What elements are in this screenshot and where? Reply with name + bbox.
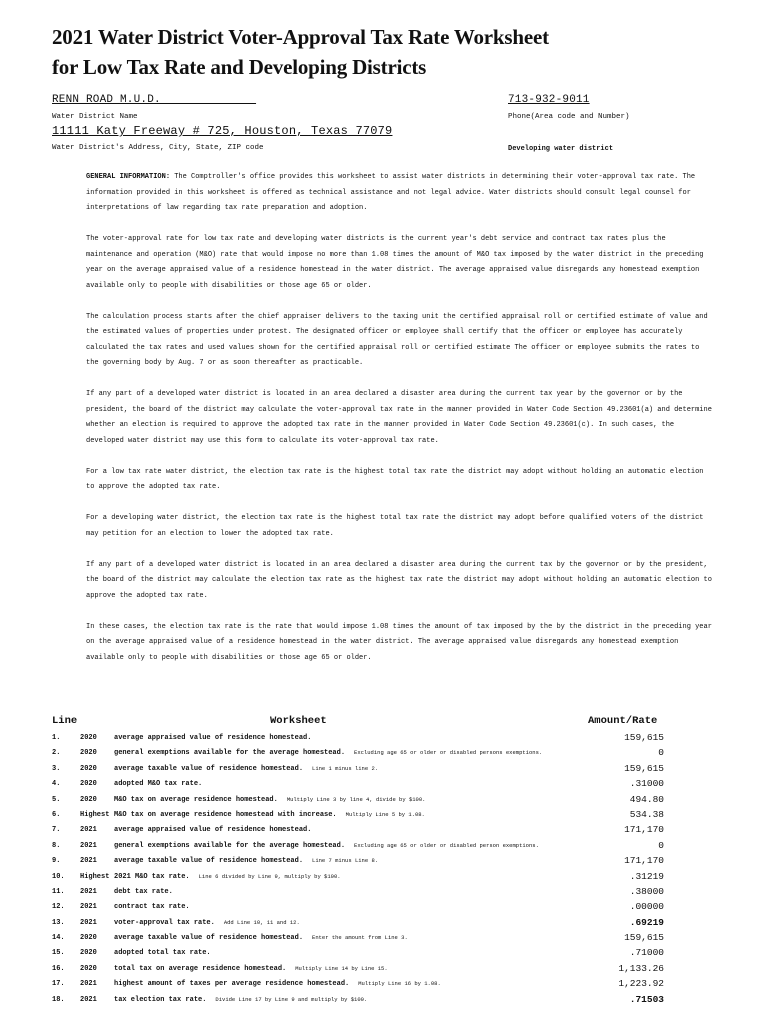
row-line-number: 3. xyxy=(52,764,61,773)
row-year: 2021 xyxy=(80,903,97,912)
info-paragraph-4: If any part of a developed water district is located in an area declared a disaster area during the current tax year by the governor or by the president, the board of the district may calculate the voter-approval tax rate in the manner provided in Water Code Section 49.23601(a) and determine whether an election is required to approve the adopted tax rate in the manner provided in Water Code Section 49.23601(c). In such cases, the developed water district may use this form to calculate its voter-approval tax rate. xyxy=(86,390,712,445)
worksheet-row xyxy=(0,931,770,946)
row-year: 2021 xyxy=(80,857,97,866)
row-year: 2021 xyxy=(80,995,97,1004)
row-description xyxy=(114,796,425,804)
row-line-number: 12. xyxy=(52,903,65,912)
row-description-text: average appraised value of residence homestead. xyxy=(114,734,312,742)
row-description-text: M&O tax on average residence homestead with increase. xyxy=(114,810,337,819)
worksheet-row xyxy=(0,777,770,792)
row-instruction-note: Line 7 minus Line 8. xyxy=(312,857,379,865)
row-amount: 159,615 xyxy=(624,732,664,743)
row-instruction-note: Line 1 minus line 2. xyxy=(312,764,379,772)
worksheet-row xyxy=(0,916,770,931)
row-line-number: 2. xyxy=(52,749,61,758)
row-amount: 1,223.92 xyxy=(618,978,664,990)
row-description xyxy=(114,873,341,881)
row-year: 2020 xyxy=(80,734,97,742)
worksheet-row xyxy=(0,993,770,1008)
row-instruction-note: Divide Line 17 by Line 9 and multiply by $100. xyxy=(215,995,368,1003)
row-description-text: M&O tax on average residence homestead. xyxy=(114,795,278,804)
row-description-text: adopted M&O tax rate. xyxy=(114,780,203,789)
worksheet-row xyxy=(0,900,770,915)
row-description xyxy=(114,980,441,988)
worksheet-row xyxy=(0,762,770,777)
row-description-text: debt tax rate. xyxy=(114,887,173,896)
row-line-number: 13. xyxy=(52,918,65,927)
row-year: Highest xyxy=(80,810,110,819)
row-description-text: voter-approval tax rate. xyxy=(114,918,215,927)
row-amount: .31219 xyxy=(629,870,664,882)
row-instruction-note: Add Line 10, 11 and 12. xyxy=(223,918,300,926)
row-description xyxy=(114,949,211,957)
row-description xyxy=(114,765,378,773)
row-line-number: 15. xyxy=(52,949,65,958)
row-line-number: 4. xyxy=(52,780,61,789)
row-description-text: adopted total tax rate. xyxy=(114,949,211,958)
row-amount: 171,170 xyxy=(624,824,664,836)
district-name-value: RENN ROAD M.U.D. xyxy=(52,94,257,106)
row-instruction-note: Multiply Line 3 by line 4, divide by $100. xyxy=(286,795,426,803)
row-year: 2021 xyxy=(80,980,97,989)
page-title xyxy=(52,22,752,82)
worksheet-row xyxy=(0,946,770,961)
row-line-number: 14. xyxy=(52,934,65,943)
row-amount: .71503 xyxy=(629,993,664,1005)
row-line-number: 10. xyxy=(52,872,65,881)
address-label: Water District's Address, City, State, ZIP code xyxy=(52,144,264,152)
info-paragraph-5: For a low tax rate water district, the election tax rate is the highest total tax rate the district may adopt without holding an automatic election to approve the adopted tax rate. xyxy=(86,467,704,491)
row-line-number: 11. xyxy=(52,887,65,896)
info-paragraph-3: The calculation process starts after the chief appraiser delivers to the taxing unit the certified appraisal roll or certified estimate of value and the estimated values of properties under protest. The designated officer or employee shall certify that the officer or employee has accurately calculated the tax rates and used values shown for the certified appraisal roll or certified estimate The officer or employee submits the rates to the governing body by Aug. 7 or as soon thereafter as practicable. xyxy=(86,312,708,367)
phone-label: Phone(Area code and Number) xyxy=(508,113,630,121)
row-description-text: highest amount of taxes per average residence homestead. xyxy=(114,980,350,989)
row-description xyxy=(114,734,311,742)
worksheet-row xyxy=(0,962,770,977)
row-year: 2021 xyxy=(80,918,97,927)
row-amount: .38000 xyxy=(629,885,664,897)
row-year: 2020 xyxy=(80,749,97,758)
row-amount: 1,133.26 xyxy=(618,962,664,974)
row-year: 2020 xyxy=(80,949,97,958)
col-amount-header: Amount/Rate xyxy=(588,715,658,727)
worksheet-row xyxy=(0,839,770,854)
row-description-text: average taxable value of residence homestead. xyxy=(114,764,304,773)
row-description xyxy=(114,749,542,757)
info-paragraph-1 xyxy=(86,170,716,217)
row-instruction-note: Multiply Line 5 by 1.08. xyxy=(345,810,425,818)
worksheet-header xyxy=(0,715,770,731)
row-year: 2021 xyxy=(80,841,97,850)
info-paragraph-2: The voter-approval rate for low tax rate and developing water districts is the current year's debt service and contract tax rates plus the maintenance and operation (M&O) rate that would impose no more than 1.08 times the amount of M&O tax imposed by the water district in the preceding year on the average appraised value of a residence homestead in the water district. The average appraised value disregards any homestead exemption available only to people with disabilities or those age 65 or older. xyxy=(86,235,704,290)
row-line-number: 7. xyxy=(52,826,61,835)
row-description xyxy=(114,826,311,834)
row-amount: 171,170 xyxy=(624,855,664,867)
row-amount: .69219 xyxy=(629,916,664,928)
info-paragraph-8: In these cases, the election tax rate is the rate that would impose 1.08 times the amount of tax imposed by the by the district in the preceding year on the average appraised value of a residence homestead in the water district. The average appraised value disregards any homestead exemption available only to people with disabilities or those age 65 or older. xyxy=(86,622,712,662)
col-line-header: Line xyxy=(52,715,78,727)
row-description xyxy=(114,842,539,850)
worksheet-row xyxy=(0,746,770,761)
row-line-number: 6. xyxy=(52,810,61,819)
info-paragraph-7: If any part of a developed water district is located in an area declared a disaster area during the current tax by the governor or by the president, the board of the district may calculate the election tax rate as the highest tax rate the district may adopt without holding an automatic election to approve the adopted tax rate. xyxy=(86,560,712,600)
row-amount: 0 xyxy=(658,839,664,851)
row-year: 2020 xyxy=(80,934,97,943)
worksheet-row xyxy=(0,808,770,823)
row-amount: 0 xyxy=(658,747,664,759)
col-worksheet-header: Worksheet xyxy=(270,715,327,727)
worksheet-row xyxy=(0,823,770,838)
row-amount: 159,615 xyxy=(624,932,664,944)
row-year: 2020 xyxy=(80,780,97,789)
row-description-text: 2021 M&O tax rate. xyxy=(114,872,190,881)
row-instruction-note: Line 6 divided by Line 9, multiply by $100. xyxy=(198,872,341,880)
row-description xyxy=(114,857,378,865)
row-amount: .00000 xyxy=(629,901,664,913)
worksheet-row xyxy=(0,870,770,885)
row-year: 2021 xyxy=(80,826,97,835)
row-line-number: 5. xyxy=(52,795,61,804)
row-instruction-note: Multiply Line 16 by 1.08. xyxy=(358,980,441,988)
worksheet-row xyxy=(0,793,770,808)
row-description-text: tax election tax rate. xyxy=(114,995,207,1004)
worksheet-rows xyxy=(0,731,770,1008)
general-information xyxy=(86,170,716,682)
row-description xyxy=(114,965,388,973)
row-line-number: 18. xyxy=(52,995,65,1004)
row-description-text: average appraised value of residence homestead. xyxy=(114,826,312,835)
row-amount: .71000 xyxy=(629,947,664,959)
worksheet-row xyxy=(0,977,770,992)
row-description xyxy=(114,934,408,942)
row-amount: 534.38 xyxy=(629,808,664,820)
row-description-text: general exemptions available for the average homestead. xyxy=(114,749,346,758)
district-name-label: Water District Name xyxy=(52,113,138,121)
row-amount: 159,615 xyxy=(624,762,664,774)
row-year: 2020 xyxy=(80,964,97,973)
phone-value: 713-932-9011 xyxy=(508,94,590,106)
address-value: 11111 Katy Freeway # 725, Houston, Texas 77079 xyxy=(52,124,393,138)
row-instruction-note: Excluding age 65 or older or disabled person exemptions. xyxy=(354,841,539,849)
row-description xyxy=(114,888,173,896)
row-line-number: 16. xyxy=(52,964,65,973)
row-year: 2020 xyxy=(80,795,97,804)
info-paragraph-1-text: The Comptroller's office provides this worksheet to assist water districts in determining their voter-approval tax rate. The information provided in this worksheet is offered as technical assistance and not legal advice. Water districts should consult legal counsel for interpretations of law regarding tax rate preparation and adoption. xyxy=(86,173,696,212)
info-paragraph-6: For a developing water district, the election tax rate is the highest total tax rate the district may adopt before qualified voters of the district may petition for an election to lower the adopted tax rate. xyxy=(86,514,704,538)
row-line-number: 9. xyxy=(52,857,61,866)
row-description-text: total tax on average residence homestead. xyxy=(114,964,287,973)
info-lead: GENERAL INFORMATION: xyxy=(86,173,171,181)
row-description-text: contract tax rate. xyxy=(114,903,190,912)
row-instruction-note: Enter the amount from Line 3. xyxy=(312,934,408,942)
row-line-number: 17. xyxy=(52,980,65,989)
row-year: 2020 xyxy=(80,764,97,773)
row-description xyxy=(114,996,367,1004)
title-line-1: 2021 Water District Voter-Approval Tax Rate Worksheet xyxy=(52,25,549,49)
row-year: 2021 xyxy=(80,887,97,896)
row-instruction-note: Excluding age 65 or older or disabled persons exemptions. xyxy=(354,749,543,757)
worksheet-row xyxy=(0,885,770,900)
row-description-text: average taxable value of residence homestead. xyxy=(114,934,304,943)
row-line-number: 8. xyxy=(52,841,61,850)
title-line-2: for Low Tax Rate and Developing Districts xyxy=(52,55,427,79)
row-line-number: 1. xyxy=(52,734,61,742)
row-description xyxy=(114,919,300,927)
row-description xyxy=(114,811,425,819)
row-amount: .31000 xyxy=(629,778,664,790)
row-year: Highest xyxy=(80,872,110,881)
row-amount: 494.80 xyxy=(629,793,664,805)
row-description-text: general exemptions available for the average homestead. xyxy=(114,841,346,850)
row-description xyxy=(114,903,190,911)
district-type-label: Developing water district xyxy=(508,145,614,153)
worksheet-row xyxy=(0,854,770,869)
row-description xyxy=(114,780,202,788)
worksheet-row xyxy=(0,731,770,746)
row-instruction-note: Multiply Line 14 by Line 15. xyxy=(295,964,388,972)
row-description-text: average taxable value of residence homestead. xyxy=(114,857,304,866)
